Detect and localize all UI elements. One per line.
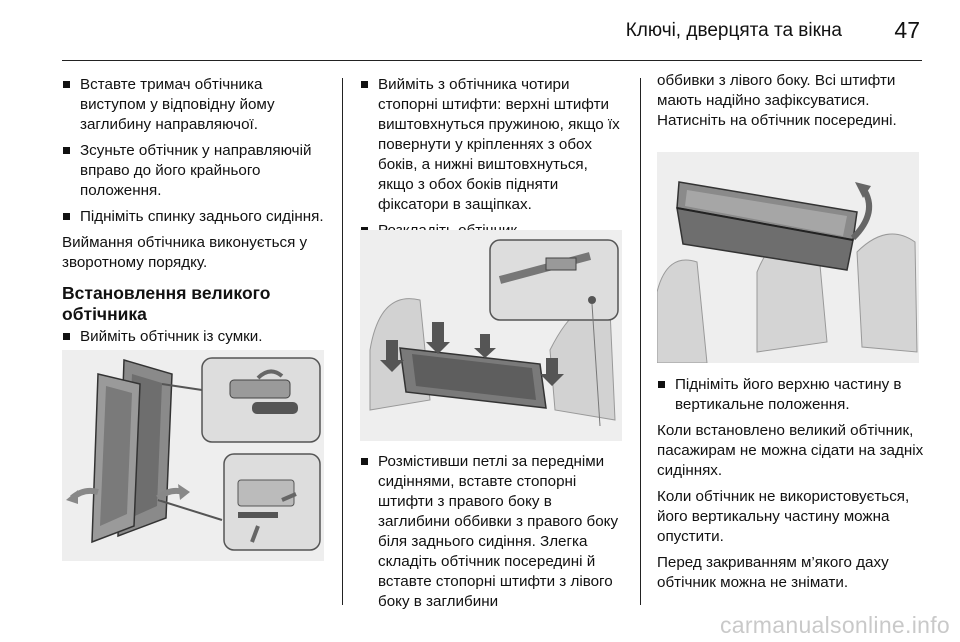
bullet-square-icon [63, 333, 70, 340]
illustration-raise-windbreak [657, 152, 919, 363]
column-1 [62, 75, 324, 353]
section-heading: Встановлення великого обтічника [62, 283, 271, 324]
header-rule [62, 60, 922, 61]
bullet-square-icon [361, 458, 368, 465]
paragraph: Коли встановлено великий обтічник, пасажирам не можна сідати на задніх сидіннях. [657, 422, 924, 479]
paragraph: Коли обтічник не використовується, його вертикальну частину можна опустити. [657, 488, 910, 545]
column-divider-2 [640, 78, 641, 605]
bullet-text: Розмістивши петлі за передніми сидіннями, вставте стопорні штифти з правого боку в заглибини оббивки з правого боку біля заднього сидіння. Злегка складіть обтічник посередині й вставте стопорні штифти з лівого боку в заглибини [378, 453, 619, 610]
illustration-insert-pins [360, 230, 622, 441]
bullet-item [62, 327, 324, 347]
column-3 [657, 71, 927, 137]
paragraph: оббивки з лівого боку. Всі штифти мають надійно зафіксуватися. Натисніть на обтічник посередині. [657, 72, 897, 129]
bullet-item [62, 141, 324, 201]
bullet-text: Вийміть з обтічника чотири стопорні штифти: верхні штифти виштовхнуться пружиною, якщо їх повернути у кріпленнях з обох боків, а нижні виштовхнуться, якщо з обох боків підняти фіксатори в защіпках. [378, 76, 620, 213]
page-number: 47 [894, 17, 920, 43]
bullet-text: Підніміть його верхню частину в вертикальне положення. [675, 376, 902, 413]
bullet-text: Підніміть спинку заднього сидіння. [80, 208, 324, 225]
page-header [0, 0, 960, 60]
bullet-item [62, 207, 324, 227]
bullet-item [360, 75, 625, 215]
bullet-square-icon [658, 381, 665, 388]
header-title: Ключі, дверцята та вікна [625, 20, 842, 41]
column-2-continued [360, 452, 625, 618]
bullet-square-icon [63, 81, 70, 88]
column-3-continued [657, 375, 927, 599]
bullet-square-icon [361, 81, 368, 88]
bullet-text: Вставте тримач обтічника виступом у відповідну йому заглибину направляючої. [80, 76, 275, 133]
illustration-fold-windbreak [62, 350, 324, 561]
bullet-item [62, 75, 324, 135]
bullet-item [657, 375, 927, 415]
watermark: carmanualsonline.info [719, 612, 950, 638]
bullet-square-icon [63, 213, 70, 220]
bullet-square-icon [63, 147, 70, 154]
paragraph: Перед закриванням м’якого даху обтічник можна не знімати. [657, 554, 889, 591]
bullet-text: Вийміть обтічник із сумки. [80, 328, 263, 345]
bullet-item [360, 452, 625, 612]
column-2 [360, 75, 625, 247]
bullet-text: Зсуньте обтічник у направляючій вправо до його крайнього положення. [80, 142, 312, 199]
column-divider-1 [342, 78, 343, 605]
paragraph: Виймання обтічника виконується у зворотному порядку. [62, 234, 308, 271]
